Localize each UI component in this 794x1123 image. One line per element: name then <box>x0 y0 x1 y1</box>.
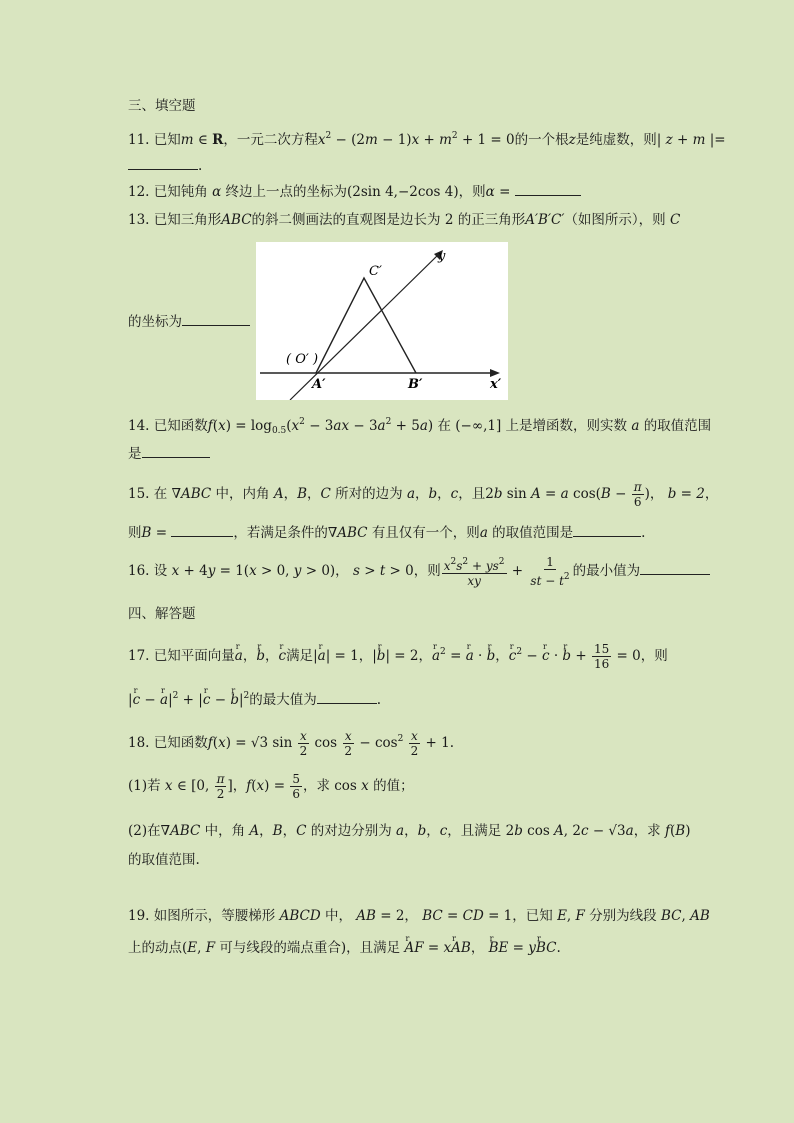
q15-period: . <box>641 525 646 541</box>
question-19-line-2: 上的动点(E, F 可与线段的端点重合)，且满足 r AF = xr AB， r BE = yr BC. <box>128 937 561 959</box>
q15-b-value: b = 2 <box>667 486 705 502</box>
q17-text-2: 满足 <box>286 648 314 664</box>
q15-answer-blank-2[interactable] <box>573 523 641 537</box>
q12-coords: (2sin 4,−2cos 4) <box>347 184 459 200</box>
q14-answer-blank[interactable] <box>142 444 210 458</box>
q19-text-4: ，已知 <box>512 908 553 924</box>
label-b-prime: B′ <box>408 377 423 392</box>
q12-text-3: ，则 <box>458 184 486 200</box>
q18-number: 18. <box>128 735 150 751</box>
q19-text-8: ， <box>470 940 485 956</box>
question-13: 13. 已知三角形ABC的斜二侧画法的直观图是边长为 2 的正三角形A′B′C′（如图所示），则 C <box>128 212 681 228</box>
q18-part2-text-1: 中，角 <box>204 823 246 839</box>
question-17-line-2: |r c − r $a|^2 + |r$ c − r $b|^2$的最大值为 . <box>128 687 381 709</box>
q14-number: 14. <box>128 418 150 434</box>
question-18-part-2: (2)在∇ABC 中，角 A，B，C 的对边分别为 a，b，c，且满足 2b cos A, 2c − √3a，求 f(B) <box>128 823 691 839</box>
q11-number: 11. <box>128 132 150 148</box>
q13-text-1: 已知三角形 <box>153 212 222 228</box>
q15-text-8: ，若满足条件的 <box>233 525 328 541</box>
oblique-projection-figure <box>256 242 508 400</box>
q13-text-3: 的正三角形 <box>457 212 526 228</box>
q13-side-length: 2 <box>444 212 454 228</box>
question-15: 15. 在 ∇ABC 中，内角 A，B，C 所对的边为 a，b，c，且2b sin A = a cos(B − $\frac{\pi}{6}$ )， b = 2， <box>128 480 719 509</box>
q11-text-4: 是纯虚数，则 <box>575 132 657 148</box>
q15-answer-blank-1[interactable] <box>171 523 233 537</box>
q15-text-9: 有且仅有一个，则 <box>371 525 480 541</box>
q16-text-1: 设 <box>153 563 168 579</box>
q19-text-1: 如图所示，等腰梯形 <box>153 908 276 924</box>
q15-text-1: 在 <box>153 486 168 502</box>
q16-text-2: ， <box>335 563 349 579</box>
q15-text-2: 中，内角 <box>215 486 270 502</box>
question-13-answer-line <box>128 312 250 331</box>
question-18-part-2-line-2: 的取值范围. <box>128 852 200 868</box>
label-a-prime: A′ <box>312 377 326 392</box>
q16-number: 16. <box>128 563 150 579</box>
q12-number: 12. <box>128 184 150 200</box>
q19-text-5: 分别为线段 <box>589 908 657 924</box>
q14-text-1: 已知函数 <box>153 418 208 434</box>
question-11-answer-line <box>128 156 202 175</box>
q18-part1-text: ，求 <box>302 778 330 794</box>
q15-text-3: 所对的边为 <box>335 486 403 502</box>
question-14-answer-line <box>128 444 210 463</box>
q18-part2-text-3: ，且满足 <box>447 823 502 839</box>
q11-answer-blank[interactable] <box>128 156 198 170</box>
q17-number: 17. <box>128 648 150 664</box>
section-4-title: 四、解答题 <box>128 606 196 622</box>
q18-part1-end: 的值； <box>373 778 414 794</box>
q14-text-5: 是 <box>128 446 142 462</box>
label-o-prime: ( O′ ) <box>286 352 319 367</box>
q19-text-7: 可与线段的端点重合)，且满足 <box>219 940 401 956</box>
q12-text-1: 已知钝角 <box>153 184 208 200</box>
q18-part2-text-2: 的对边分别为 <box>310 823 392 839</box>
q18-text-1: 已知函数 <box>153 735 208 751</box>
q14-text-3: 上是增函数，则实数 <box>505 418 628 434</box>
q12-answer-blank[interactable] <box>515 182 581 196</box>
question-16: 16. 设 x + 4y = 1(x > 0, y > 0)， s > t > 0，则 $\frac{x^2s^2 + ys^2}{xy}$ + $\frac{1}{st - t^2}$ 的最小值为 <box>128 553 710 589</box>
label-x-axis: x′ <box>490 377 502 392</box>
q17-period: . <box>376 692 382 708</box>
question-17: 17. 已知平面向量r a，r b，r c满足|r a| = 1，|r b| = 2，r $a^2 = r$ a · r b，r $c^2 - r$ c · r b + $\frac{15}{16}$ = 0，则 <box>128 637 668 671</box>
q11-text-1: 已知 <box>153 132 181 148</box>
question-18-part-1: (1)若 x ∈ [0, $\frac{\pi}{2}$ ]，f(x) = $\frac{5}{6}$ ，求 cos x 的值； <box>128 772 414 801</box>
q17-text-3: ，则 <box>640 648 668 664</box>
q19-number: 19. <box>128 908 150 924</box>
q16-answer-blank[interactable] <box>640 561 710 575</box>
question-12: 12. 已知钝角 α 终边上一点的坐标为(2sin 4,−2cos 4)，则α = <box>128 182 581 201</box>
q15-text-7: 则 <box>128 525 142 541</box>
q12-text-2: 终边上一点的坐标为 <box>225 184 347 200</box>
q18-part2-label: (2)在 <box>128 823 161 839</box>
q16-text-3: ，则 <box>413 563 441 579</box>
q15-text-4: ，且 <box>458 486 486 502</box>
q13-answer-blank[interactable] <box>182 312 250 326</box>
q11-period: . <box>198 158 203 174</box>
q15-number: 15. <box>128 486 150 502</box>
q14-text-4: 的取值范围 <box>643 418 712 434</box>
q13-text-2: 的斜二侧画法的直观图是边长为 <box>251 212 441 228</box>
q17-answer-blank[interactable] <box>317 690 377 704</box>
q13-text-5: 的坐标为 <box>128 314 182 330</box>
label-y-axis: y <box>438 249 446 264</box>
q15-text-5: ， <box>649 486 664 502</box>
q14-text-2: 在 <box>437 418 451 434</box>
q18-part1-label: (1)若 <box>128 778 161 794</box>
q15-text-6: ， <box>704 486 719 502</box>
q13-number: 13. <box>128 212 150 228</box>
question-19: 19. 如图所示，等腰梯形 ABCD 中， AB = 2， BC = CD = 1，已知 E, F 分别为线段 BC, AB <box>128 908 710 924</box>
label-c-prime: C′ <box>369 264 382 279</box>
section-3-title: 三、填空题 <box>128 98 196 114</box>
question-14: 14. 已知函数$f(x) = \log_{0.5}(x^2 - 3ax - 3a^2 + 5a)$ 在 (−∞,1] 上是增函数，则实数 a 的取值范围 <box>128 417 712 436</box>
q19-text-2: 中， <box>324 908 352 924</box>
q17-text-4: 的最大值为 <box>249 692 317 708</box>
q15-text-10: 的取值范围是 <box>492 525 574 541</box>
q11-text-3: 的一个根 <box>514 132 569 148</box>
question-15-line-2: 则B = ，若满足条件的∇ABC 有且仅有一个，则a 的取值范围是 . <box>128 525 646 541</box>
question-18: 18. 已知函数f(x) = √3 sin $\frac{x}{2}$ cos $\frac{x}{2}$ − $\cos^2$ $\frac{x}{2}$ + 1. <box>128 729 455 758</box>
q19-text-3: ， <box>404 908 418 924</box>
q13-text-4: （如图所示），则 <box>564 212 666 228</box>
q19-text-6: 上的动点( <box>128 940 188 956</box>
question-11: 11. 已知m ∈ R，一元二次方程$x^2 - (2m - 1)x + m^2 + 1 = 0$的一个根z是纯虚数，则| z + m |= <box>128 131 726 148</box>
q12-equals: = <box>499 184 511 200</box>
q18-part2-text-4: ，求 <box>633 823 661 839</box>
q14-interval: (−∞,1] <box>455 418 502 434</box>
q11-text-2: ，一元二次方程 <box>223 132 318 148</box>
q16-text-4: 的最小值为 <box>572 563 641 579</box>
q17-text-1: 已知平面向量 <box>153 648 235 664</box>
